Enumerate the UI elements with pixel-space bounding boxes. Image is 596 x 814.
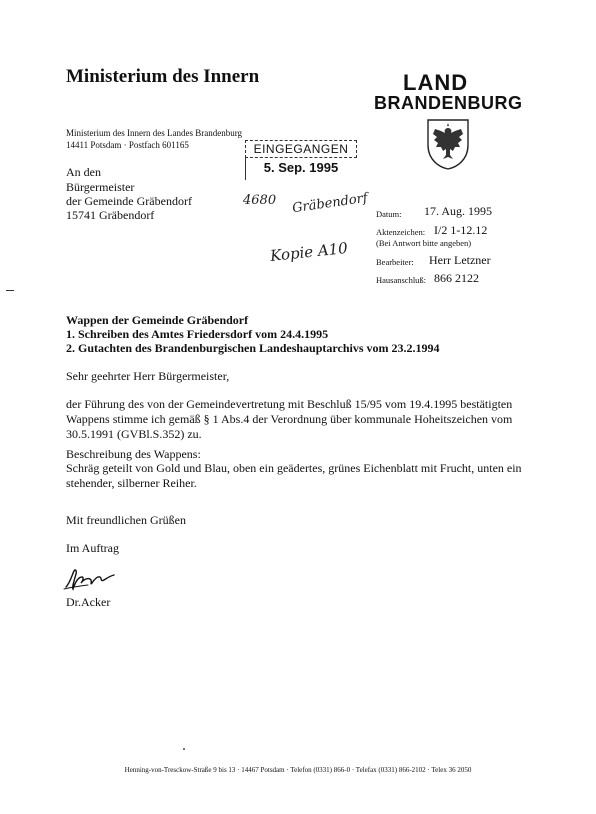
description-heading: Beschreibung des Wappens: — [66, 447, 201, 461]
ministry-title: Ministerium des Innern — [66, 66, 260, 87]
file-number-note: (Bei Antwort bitte angeben) — [376, 238, 472, 248]
date-label: Datum: — [376, 209, 402, 219]
recipient-line: Bürgermeister — [66, 180, 135, 194]
description-text: Schräg geteilt von Gold und Blau, oben ein geädertes, grünes Eichenblatt mit Frucht, unten ein stehender, silberner Reiher. — [66, 461, 522, 490]
handwritten-kopie: Kopie A10 — [269, 238, 349, 266]
brandenburg-logo-text: BRANDENBURG — [374, 93, 523, 113]
on-behalf: Im Auftrag — [66, 541, 119, 555]
sender-postal-line: 14411 Potsdam · Postfach 601165 — [66, 140, 189, 150]
extension-label: Hausanschluß: — [376, 275, 427, 285]
date-value: 17. Aug. 1995 — [424, 204, 493, 218]
signer-name: Dr.Acker — [66, 595, 111, 609]
recipient-line: 15741 Gräbendorf — [66, 208, 155, 222]
stamp-date: 5. Sep. 1995 — [263, 160, 339, 175]
stamp-label: EINGEGANGEN — [245, 140, 357, 158]
subject-line: Wappen der Gemeinde Gräbendorf — [66, 313, 249, 327]
speck — [183, 748, 185, 750]
extension-value: 866 2122 — [434, 271, 479, 285]
received-stamp — [245, 140, 357, 188]
signature-icon — [62, 565, 120, 593]
land-logo-text: LAND — [403, 70, 469, 95]
handwritten-number: 4680 — [243, 193, 277, 208]
subject-line: 2. Gutachten des Brandenburgischen Landeshauptarchivs vom 23.2.1994 — [66, 341, 440, 355]
file-number-label: Aktenzeichen: — [376, 227, 426, 237]
file-number-value: I/2 1-12.12 — [434, 223, 488, 237]
fold-mark — [6, 290, 14, 291]
clerk-value: Herr Letzner — [429, 253, 491, 267]
handwritten-note: Gräbendorf — [291, 190, 369, 217]
salutation: Sehr geehrter Herr Bürgermeister, — [66, 369, 230, 383]
recipient-line: der Gemeinde Gräbendorf — [66, 194, 192, 208]
footer-address: Henning-von-Tresckow-Straße 9 bis 13 · 14467 Potsdam · Telefon (0331) 866-0 · Telefax (0331) 866-2102 · Telex 36 2050 — [124, 766, 472, 774]
body-paragraph: der Führung des von der Gemeindevertretung mit Beschluß 15/95 vom 19.4.1995 bestätigten Wappens stimme ich gemäß § 1 Abs.4 der Verordnung über kommunale Hoheitszeichen vom 30.5.1991 (GVBl.S.352) zu. — [66, 397, 513, 441]
eagle-shield-icon — [425, 117, 471, 171]
recipient-line: An den — [66, 165, 101, 179]
subject-line: 1. Schreiben des Amtes Friedersdorf vom 24.4.1995 — [66, 327, 329, 341]
closing: Mit freundlichen Grüßen — [66, 513, 186, 527]
clerk-label: Bearbeiter: — [376, 257, 414, 267]
sender-address-line: Ministerium des Innern des Landes Brandenburg — [66, 128, 243, 138]
